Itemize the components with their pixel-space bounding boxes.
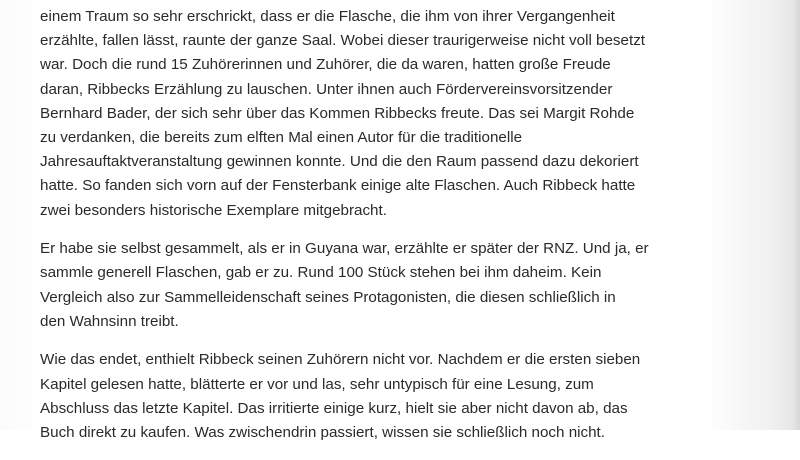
article-body (40, 5, 649, 460)
text-line: war. Doch die rund 15 Zuhörerinnen und Zuhörer, die da waren, hatten große Freude (40, 56, 611, 74)
text-line: einem Traum so sehr erschrickt, dass er die Flasche, die ihm von ihrer Vergangenheit (40, 8, 615, 25)
text-line: zu verdanken, die bereits zum elften Mal einen Autor für die traditionelle (40, 129, 523, 147)
text-line: Wie das endet, enthielt Ribbeck seinen Zuhörern nicht vor. Nachdem er die ersten sieben (40, 351, 641, 369)
text-line: sammle generell Flaschen, gab er zu. Rund 100 Stück stehen bei ihm daheim. Kein (40, 264, 602, 282)
text-line: Kapitel gelesen hatte, blätterte er vor und las, sehr untypisch für eine Lesung, zum (40, 375, 594, 393)
text-line: zwei besonders historische Exemplare mitgebracht. (40, 201, 387, 219)
page-edge-shadow (792, 0, 800, 430)
paragraph-2 (40, 237, 649, 334)
text-line: Vergleich also zur Sammelleidenschaft seines Protagonisten, die diesen schließlich in (40, 288, 616, 306)
text-line: Er habe sie selbst gesammelt, als er in Guyana war, erzählte er später der RNZ. Und ja, er (40, 240, 649, 258)
text-line: erzählte, fallen lässt, raunte der ganze Saal. Wobei dieser traurigerweise nicht voll besetzt (40, 32, 646, 50)
paragraph-1 (40, 5, 646, 223)
text-line: hatte. So fanden sich vorn auf der Fensterbank einige alte Flaschen. Auch Ribbeck hatte (40, 177, 636, 195)
text-line: Abschluss das letzte Kapitel. Das irritierte einige kurz, hielt sie aber nicht davon ab, das (40, 399, 628, 417)
text-line: Buch direkt zu kaufen. Was zwischendrin passiert, wissen sie schließlich noch nicht. (40, 424, 605, 442)
text-line: Jahresauftaktveranstaltung gewinnen konnte. Und die den Raum passend dazu dekoriert (40, 153, 639, 171)
text-line: den Wahnsinn treibt. (40, 312, 179, 330)
text-line: daran, Ribbecks Erzählung zu lauschen. Unter ihnen auch Fördervereinsvorsitzender (40, 80, 613, 98)
text-line: Bernhard Bader, der sich sehr über das Kommen Ribbecks freute. Das sei Margit Rohde (40, 104, 635, 122)
paragraph-3 (40, 348, 641, 445)
